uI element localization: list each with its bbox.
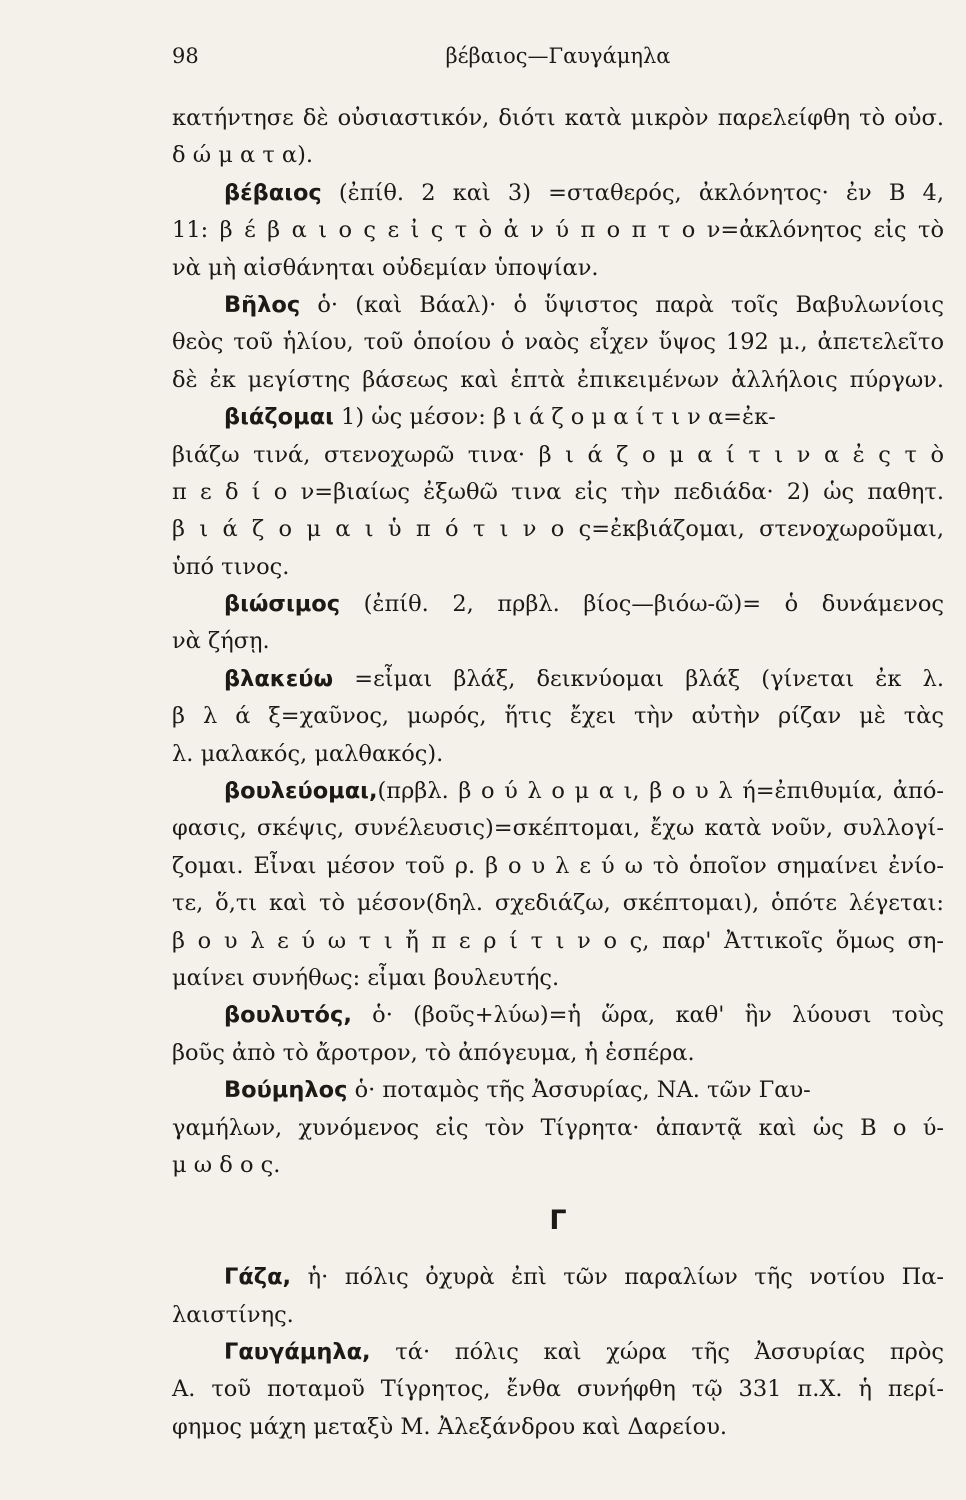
line-text: ζομαι. Εἶναι μέσον τοῦ ρ. β ο υ λ ε ύ ω τὸ ὁποῖον σημαίνει ἐνίο- (172, 852, 944, 879)
text-line (172, 474, 944, 511)
line-text: β ι ά ζ ο μ α ι ὑ π ό τ ι ν ο ς=ἐκβιάζομαι, στενοχωροῦμαι, (172, 516, 944, 543)
headword: βουλεύομαι, (224, 778, 378, 805)
entry-first-line (172, 773, 944, 810)
text-line (172, 437, 944, 474)
line-text: τά· πόλις καὶ χώρα τῆς Ἀσσυρίας πρὸς (370, 1338, 944, 1365)
text-line (172, 698, 944, 735)
line-text: νὰ ζήσῃ. (172, 628, 270, 655)
entry-first-line (172, 399, 944, 436)
line-text: 11: β έ β α ι ο ς ε ἰ ς τ ὸ ἀ ν ύ π ο π τ ο ν=ἀκλόνητος εἰς τὸ (172, 217, 944, 244)
line-text: ὁ· ποταμὸς τῆς Ἀσσυρίας, ΝΑ. τῶν Γαυ- (347, 1077, 811, 1104)
page-header (172, 44, 944, 74)
text-line (172, 137, 944, 174)
line-text: δὲ ἐκ μεγίστης βάσεως καὶ ἑπτὰ ἐπικειμένων ἀλλήλοις πύργων. (172, 366, 944, 393)
line-text: λαιστίνης. (172, 1301, 294, 1328)
text-line (172, 1371, 944, 1408)
text-line (172, 324, 944, 361)
headword: βέβαιος (224, 179, 322, 206)
line-text: μαίνει συνήθως: εἶμαι βουλευτής. (172, 964, 560, 991)
line-text: ὁ· (βοῦς+λύω)=ἡ ὥρα, καθ' ἣν λύουσι τοὺς (351, 1002, 944, 1029)
line-text: τε, ὅ,τι καὶ τὸ μέσον(δηλ. σχεδιάζω, σκέπτομαι), ὁπότε λέγεται: (172, 890, 944, 917)
entry-first-line (172, 997, 944, 1034)
headword: Βούμηλος (224, 1077, 348, 1104)
line-text: μ ω δ ο ς. (172, 1151, 281, 1178)
line-text: δ ώ μ α τ α). (172, 142, 314, 169)
text-line (172, 250, 944, 287)
entry-first-line (172, 287, 944, 324)
text-line (172, 212, 944, 249)
line-text: βοῦς ἀπὸ τὸ ἄροτρον, τὸ ἀπόγευμα, ἡ ἑσπέρα. (172, 1039, 695, 1066)
line-text: θεὸς τοῦ ἡλίου, τοῦ ὁποίου ὁ ναὸς εἶχεν ὕψος 192 μ., ἀπετελεῖτο (172, 329, 944, 356)
entry-first-line (172, 1259, 944, 1296)
line-text: βιάζω τινά, στενοχωρῶ τινα· β ι ά ζ ο μ α ί τ ι ν α ἐ ς τ ὸ (172, 441, 944, 468)
line-text: ὁ· (καὶ Βάαλ)· ὁ ὕψιστος παρὰ τοῖς Βαβυλωνίοις (300, 291, 944, 318)
line-text: 1) ὡς μέσον: β ι ά ζ ο μ α ί τ ι ν α=ἐκ- (333, 404, 776, 431)
text-line (172, 923, 944, 960)
line-text: (ἐπίθ. 2, πρβλ. βίος—βιόω-ῶ)= ὁ δυνάμενος (340, 591, 944, 618)
text-line (172, 1147, 944, 1184)
text-line (172, 511, 944, 548)
text-line (172, 1110, 944, 1147)
line-text: Α. τοῦ ποταμοῦ Τίγρητος, ἔνθα συνήφθη τῷ 331 π.Χ. ἡ περί- (172, 1376, 944, 1403)
headword: Βῆλος (224, 291, 301, 318)
entry-first-line (172, 1072, 944, 1109)
section-letter: Γ (549, 1205, 567, 1237)
entry-first-line (172, 1334, 944, 1371)
text-line (172, 810, 944, 847)
text-line (172, 960, 944, 997)
line-text: ἡ· πόλις ὀχυρὰ ἐπὶ τῶν παραλίων τῆς νοτίου Πα- (291, 1264, 944, 1291)
line-text: φασις, σκέψις, συνέλευσις)=σκέπτομαι, ἔχω κατὰ νοῦν, συλλογί- (172, 815, 944, 842)
text-line (172, 1297, 944, 1334)
text-line (172, 362, 944, 399)
line-text: (πρβλ. β ο ύ λ ο μ α ι, β ο υ λ ή=ἐπιθυμία, ἀπό- (377, 778, 944, 805)
text-line (172, 1035, 944, 1072)
line-text: ὑπό τινος. (172, 553, 290, 580)
headword: βιώσιμος (224, 591, 341, 618)
page-number: 98 (172, 44, 199, 68)
line-text: νὰ μὴ αἰσθάνηται οὐδεμίαν ὑποψίαν. (172, 254, 599, 281)
entry-first-line (172, 175, 944, 212)
line-text: π ε δ ί ο ν=βιαίως ἐξωθῶ τινα εἰς τὴν πεδιάδα· 2) ὡς παθητ. (172, 478, 944, 505)
line-text: β ο υ λ ε ύ ω τ ι ἤ π ε ρ ί τ ι ν ο ς, παρ' Ἀττικοῖς ὅμως ση- (172, 927, 944, 954)
text-line (172, 736, 944, 773)
running-title: βέβαιος—Γαυγάμηλα (445, 44, 671, 68)
text-line (172, 885, 944, 922)
line-text: β λ ά ξ=χαῦνος, μωρός, ἥτις ἔχει τὴν αὐτὴν ρίζαν μὲ τὰς (172, 703, 944, 730)
line-text: =εἶμαι βλάξ, δεικνύομαι βλάξ (γίνεται ἐκ λ. (333, 665, 944, 692)
headword: Γαυγάμηλα, (224, 1338, 371, 1365)
line-text: γαμήλων, χυνόμενος εἰς τὸν Τίγρητα· ἀπαντᾷ καὶ ὡς Β ο ύ- (172, 1114, 944, 1141)
line-text: κατήντησε δὲ οὐσιαστικόν, διότι κατὰ μικρὸν παρελείφθη τὸ οὐσ. (172, 105, 944, 131)
text-line (172, 1409, 944, 1446)
text-line (172, 848, 944, 885)
text-line (172, 623, 944, 660)
entry-first-line (172, 586, 944, 623)
line-text: (ἐπίθ. 2 καὶ 3) =σταθερός, ἀκλόνητος· ἐν Β 4, (321, 179, 944, 206)
entry-first-line (172, 661, 944, 698)
headword: βουλυτός, (224, 1002, 352, 1029)
dictionary-text (172, 100, 944, 1446)
text-line (172, 100, 944, 137)
text-line (172, 549, 944, 586)
headword: Γάζα, (224, 1264, 292, 1291)
headword: βλακεύω (224, 665, 334, 692)
line-text: φημος μάχη μεταξὺ Μ. Ἀλεξάνδρου καὶ Δαρείου. (172, 1413, 728, 1440)
headword: βιάζομαι (224, 404, 334, 431)
line-text: λ. μαλακός, μαλθακός). (172, 740, 444, 767)
